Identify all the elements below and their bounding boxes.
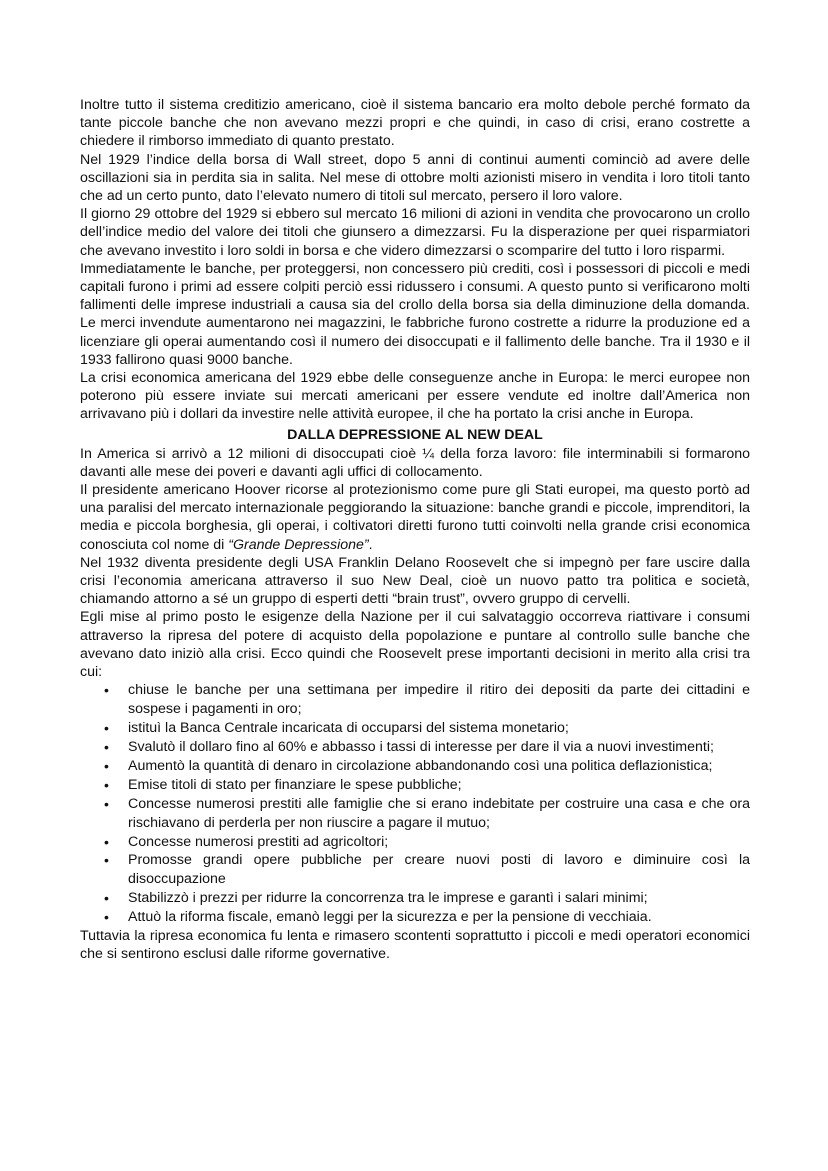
list-item — [80, 795, 750, 833]
list-item-text: Concesse numerosi prestiti ad agricoltori; — [128, 833, 389, 850]
paragraph-unemployment: In America si arrivò a 12 milioni di disoccupati cioè ¼ della forza lavoro: file interminabili si formarono davanti alle mese dei poveri e davanti agli uffici di collocamento. — [80, 445, 750, 480]
paragraph-hoover-end: . — [368, 536, 373, 553]
paragraph-banking-system: Inoltre tutto il sistema creditizio americano, cioè il sistema bancario era molto debole perché formato da tante piccole banche che non avevano mezzi propri e che quindi, in caso di crisi, erano costrette a chiedere il rimborso immediato di quanto prestato. — [80, 97, 750, 150]
list-item — [80, 851, 750, 889]
list-item — [80, 719, 750, 738]
list-item — [80, 908, 750, 927]
list-item-text: Aumentò la quantità di denaro in circolazione abbandonando così una politica deflazionistica; — [128, 757, 713, 774]
list-item-text: Promosse grandi opere pubbliche per creare nuovi posti di lavoro e diminuire così la disoccupazione — [128, 852, 750, 888]
list-item — [80, 776, 750, 795]
list-item-text: Emise titoli di stato per finanziare le spese pubbliche; — [128, 776, 462, 793]
paragraph-roosevelt-new-deal: Nel 1932 diventa presidente degli USA Franklin Delano Roosevelt che si impegnò per fare uscire dalla crisi l’economia americana attraverso il suo New Deal, cioè un nuovo patto tra politica e società, chiamando attorno a sé un gruppo di esperti detti “brain trust”, ovvero gruppo di cervelli. — [80, 554, 750, 608]
list-item-text: Svalutò il dollaro fino al 60% e abbasso i tassi di interesse per dare il via a nuovi investimenti; — [128, 739, 714, 756]
paragraph-roosevelt-decisions: Egli mise al primo posto le esigenze della Nazione per il cui salvataggio occorreva riattivare i consumi attraverso la ripresa del potere di acquisto della popolazione e puntare al controllo sulle banche che avevano dato iniziò alla crisi. Ecco quindi che Roosevelt prese importanti decisioni in merito alla crisi tra cui: — [80, 609, 750, 681]
paragraph-wall-street-1929: Nel 1929 l’indice della borsa di Wall street, dopo 5 anni di continui aumenti cominciò ad avere delle oscillazioni sia in perdita sia in salita. Nel mese di ottobre molti azionisti misero in vendita i loro titoli tanto che ad un certo punto, dato l’elevato numero di titoli sul mercato, persero il loro valore. — [80, 151, 750, 205]
list-item — [80, 738, 750, 757]
paragraph-october-29-crash: Il giorno 29 ottobre del 1929 si ebbero sul mercato 16 milioni di azioni in vendita che provocarono un crollo dell’indice medio del valore dei titoli che giunsero a dimezzarsi. Fu la disperazione per quei risparmiatori che avevano investito i loro soldi in borsa e che videro dimezzarsi o scomparire del tutto i loro risparmi. — [80, 206, 750, 259]
bullet-icon: • — [104, 833, 109, 850]
grande-depressione-term: “Grande Depressione” — [228, 536, 369, 553]
list-item — [80, 681, 750, 719]
list-item — [80, 889, 750, 908]
bullet-icon: • — [104, 890, 109, 907]
section-heading: DALLA DEPRESSIONE AL NEW DEAL — [287, 426, 543, 443]
bullet-icon: • — [104, 909, 109, 926]
bullet-icon: • — [104, 720, 109, 737]
list-item — [80, 757, 750, 776]
bullet-icon: • — [104, 852, 109, 869]
paragraph-bank-failures: Immediatamente le banche, per proteggersi, non concessero più crediti, così i possessori di piccoli e medi capitali furono i primi ad essere colpiti perciò essi ridussero i consumi. A questo punto si verificarono molti fallimenti delle imprese industriali a causa sia del crollo della borsa sia della diminuzione della domanda. Le merci invendute aumentarono nei magazzini, le fabbriche furono costrette a ridurre la produzione ed a licenziare gli operai aumentando così il numero dei disoccupati e il fallimento delle banche. Tra il 1930 e il 1933 fallirono quasi 9000 banche. — [80, 260, 750, 368]
paragraph-hoover-protectionism — [80, 481, 750, 554]
bullet-icon: • — [104, 682, 109, 699]
list-item-text: Attuò la riforma fiscale, emanò leggi per la sicurezza e per la pensione di vecchiaia. — [128, 909, 652, 926]
decisions-list — [80, 681, 750, 927]
list-item-text: istituì la Banca Centrale incaricata di occuparsi del sistema monetario; — [128, 720, 569, 737]
list-item-text: chiuse le banche per una settimana per impedire il ritiro dei depositi da parte dei cittadini e sospese i pagamenti in oro; — [128, 682, 750, 718]
paragraph-closing: Tuttavia la ripresa economica fu lenta e rimasero scontenti soprattutto i piccoli e medi operatori economici che si sentirono esclusi dalle riforme governative. — [80, 928, 750, 963]
bullet-icon: • — [104, 795, 109, 812]
paragraph-hoover-text: Il presidente americano Hoover ricorse al protezionismo come pure gli Stati europei, ma questo portò ad una paralisi del mercato internazionale peggiorando la situazione: banche grandi e piccole, imprenditori, la media e piccola borghesia, gli operai, i coltivatori diretti furono tutti coinvolti nella grande crisi economica conosciuta col nome di — [80, 482, 750, 553]
list-item — [80, 833, 750, 852]
list-item-text: Concesse numerosi prestiti alle famiglie che si erano indebitate per costruire una casa e che ora rischiavano di perderla per non riuscire a pagare il mutuo; — [128, 795, 750, 831]
bullet-icon: • — [104, 776, 109, 793]
list-item-text: Stabilizzò i prezzi per ridurre la concorrenza tra le imprese e garantì i salari minimi; — [128, 890, 648, 907]
bullet-icon: • — [104, 757, 109, 774]
bullet-icon: • — [104, 739, 109, 756]
paragraph-europe-consequences: La crisi economica americana del 1929 ebbe delle conseguenze anche in Europa: le merci europee non poterono più essere inviate sui mercati americani per essere vendute ed inoltre dall’America non arrivavano più i dollari da investire nelle attività europee, il che ha portato la crisi anche in Europa. — [80, 370, 750, 423]
